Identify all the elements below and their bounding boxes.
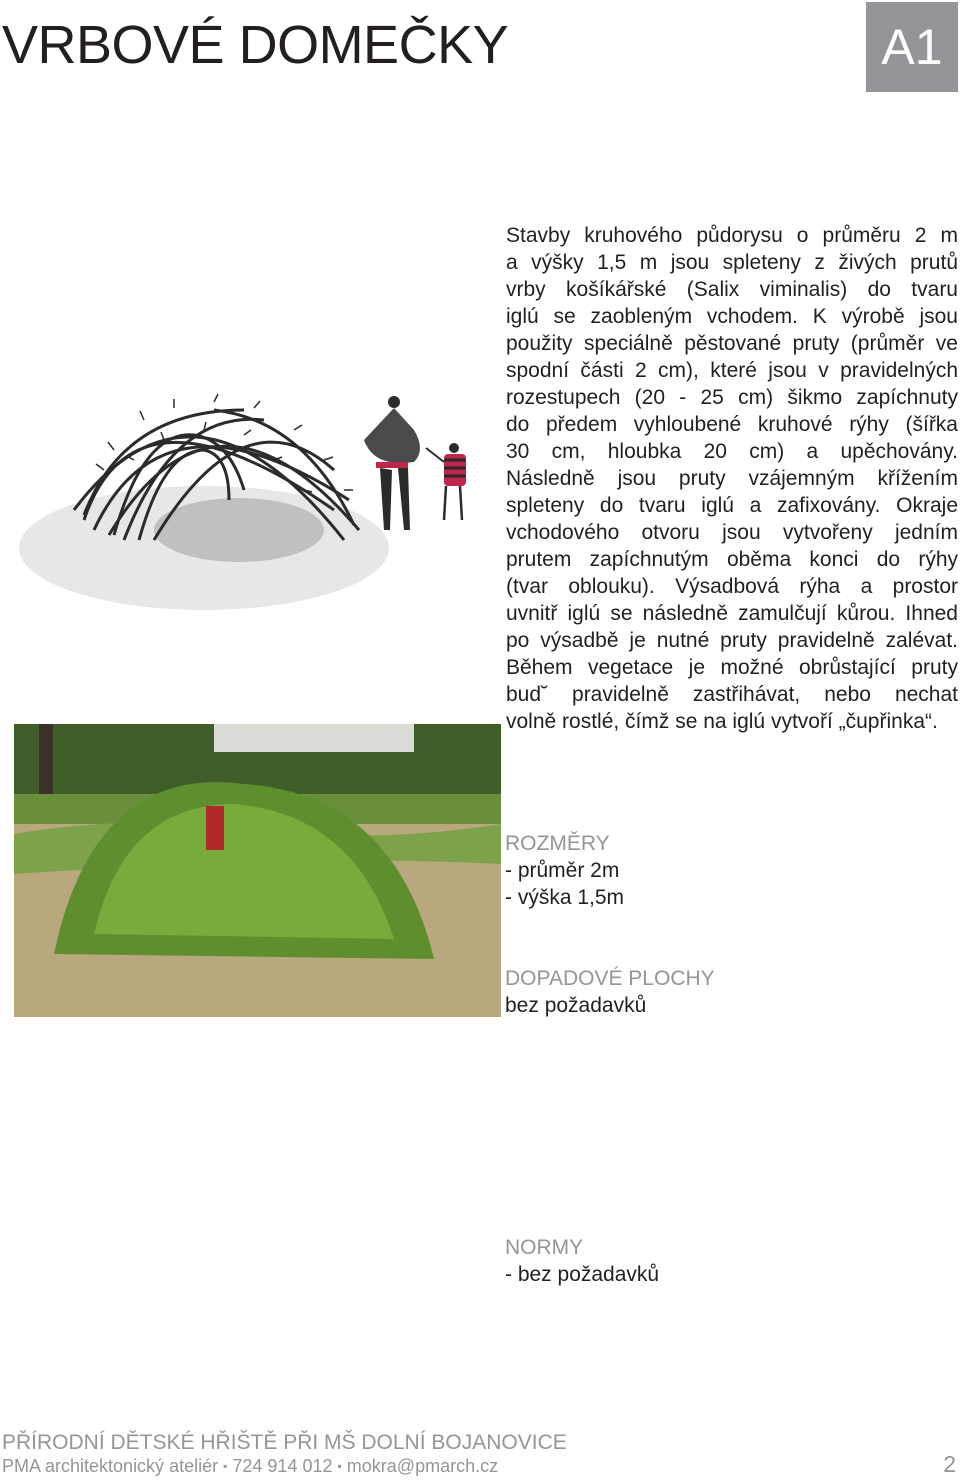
description-line: prutem zapíchnutým oběma konci do rýhy [506, 548, 958, 571]
adult-figure [364, 396, 420, 530]
description-text [506, 222, 958, 735]
description-line: spleteny do tvaru iglú a zafixovány. Okraje [506, 494, 958, 517]
willow-igloo-illustration [14, 390, 484, 620]
footer-studio: PMA architektonický ateliér [2, 1456, 219, 1476]
separator-icon: ▪ [337, 1459, 342, 1473]
section-dopadove-plochy [505, 965, 955, 1019]
description-line: Následně jsou pruty vzájemným křížením [506, 467, 958, 490]
description-line: volně rostlé, čímž se na iglú vytvoří „čupřinka“. [506, 710, 938, 733]
section-heading: DOPADOVÉ PLOCHY [505, 967, 715, 990]
description-line: vrby košíkářské (Salix viminalis) do tvaru [506, 278, 958, 301]
section-line: - výška 1,5m [505, 886, 625, 909]
section-rozmery [505, 830, 955, 911]
footer-project-name: PŘÍRODNÍ DĚTSKÉ HŘIŠTĚ PŘI MŠ DOLNÍ BOJANOVICE [2, 1431, 567, 1454]
entrance-floor [154, 498, 324, 562]
description-line: Stavby kruhového půdorysu o průměru 2 m [506, 224, 958, 247]
page-title: VRBOVÉ DOMEČKY [2, 15, 509, 75]
description-line: rozestupech (20 - 25 cm) šikmo zapíchnuty [506, 386, 958, 409]
page-number: 2 [943, 1451, 956, 1477]
willow-igloo-photo [14, 724, 501, 1017]
description-line: použity speciálně pěstované pruty (průměr ve [506, 332, 958, 355]
footer-email[interactable]: mokra@pmarch.cz [346, 1456, 499, 1476]
section-line: - bez požadavků [505, 1263, 660, 1286]
description-line: vchodového otvoru jsou vytvořeny jedním [506, 521, 958, 544]
description-line: bud˘ pravidelně zastřihávat, nebo nechat [506, 683, 958, 706]
section-normy [505, 1234, 955, 1288]
footer-contact [2, 1454, 498, 1480]
description-line: a výšky 1,5 m jsou spleteny z živých prutů [506, 251, 958, 274]
description-line: spodní části 2 cm), které jsou v pravidelných [506, 359, 958, 382]
photo-tree-trunk [39, 724, 53, 794]
sheet-code-badge: A1 [866, 2, 958, 92]
section-line: bez požadavků [505, 994, 647, 1017]
footer-phone: 724 914 012 [232, 1456, 333, 1476]
description-line: Během vegetace je možné obrůstající pruty [506, 656, 958, 679]
description-line: do předem vyhloubené kruhové rýhy (šířka [506, 413, 958, 436]
section-heading: NORMY [505, 1236, 584, 1259]
description-line: (tvar oblouku). Výsadbová rýha a prostor [506, 575, 958, 598]
photo-building [214, 724, 414, 752]
description-line: iglú se zaobleným vchodem. K výrobě jsou [506, 305, 958, 328]
photo-red-object [206, 806, 224, 850]
child-figure [426, 443, 466, 520]
separator-icon: ▪ [223, 1459, 228, 1473]
section-heading: ROZMĚRY [505, 832, 610, 855]
description-line: po výsadbě je nutné pruty pravidelně zalévat. [506, 629, 958, 652]
description-line: 30 cm, hloubka 20 cm) a upěchovány. [506, 440, 958, 463]
section-line: - průměr 2m [505, 859, 620, 882]
description-line: uvnitř iglú se následně zamulčují kůrou. Ihned [506, 602, 958, 625]
